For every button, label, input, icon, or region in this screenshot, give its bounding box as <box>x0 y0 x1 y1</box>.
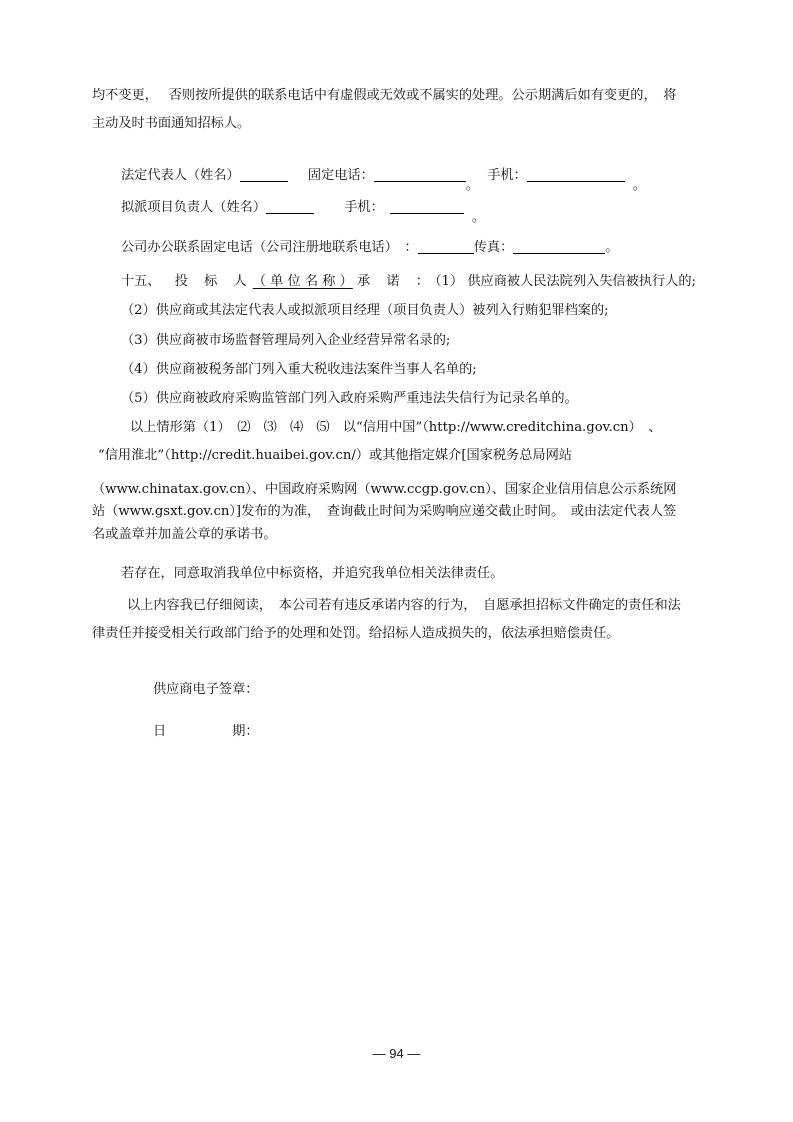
paragraph-line: 均不变更， 否则按所提供的联系电话中有虚假或无效或不属实的处理。公示期满后如有变更的， 将 <box>92 88 677 103</box>
promise-label: 承 诺 ： <box>357 274 435 289</box>
office-phone-label: 公司办公联系固定电话（公司注册地联系电话） ： <box>121 240 418 255</box>
office-phone-row <box>121 238 618 258</box>
commitment-item: （1） 供应商被人民法院列入失信被执行人的; <box>434 274 696 289</box>
commitment-item: （4）供应商被税务部门列入重大税收违法案件当事人名单的; <box>121 362 477 377</box>
legal-rep-row <box>121 166 646 196</box>
situations-line: 名或盖章并加盖公章的承诺书。 <box>92 527 277 542</box>
period: 。 <box>465 178 480 193</box>
period: 。 <box>632 178 646 193</box>
date-label-row <box>153 722 259 742</box>
unit-name-label: （ 单 位 名 称 ） <box>252 274 353 289</box>
commitment-item: （5）供应商被政府采购监管部门列入政府采购严重违法失信行为记录名单的。 <box>121 391 578 406</box>
supplier-seal-label: 供应商电子签章： <box>153 682 259 697</box>
mobile-label: 手机： <box>487 168 527 183</box>
date-label: 期： <box>232 724 259 739</box>
period: 。 <box>605 240 619 255</box>
situations-line: （www.chinatax.gov.cn）、中国政府采购网（www.ccgp.gov.cn）、国家企业信用信息公示系统网 <box>92 482 677 497</box>
project-leader-name-field[interactable] <box>266 199 314 214</box>
commitment-item: （2）供应商或其法定代表人或拟派项目经理（项目负责人）被列入行贿犯罪档案的; <box>121 303 609 318</box>
office-phone-field[interactable] <box>418 239 474 254</box>
commitment-item: （3）供应商被市场监督管理局列入企业经营异常名录的; <box>121 333 451 348</box>
section-number: 十五、 <box>121 274 161 289</box>
if-exists-paragraph: 若存在，同意取消我单位中标资格，并追究我单位相关法律责任。 <box>121 566 504 581</box>
project-leader-row <box>121 198 485 228</box>
fixed-phone-label: 固定电话： <box>307 168 374 183</box>
situations-line: 以上情形第（1） ⑵ ⑶ ⑷ ⑸ 以“信用中国”（http://www.creditchina.gov.cn） 、 <box>130 420 662 435</box>
date-label: 日 <box>153 724 167 739</box>
commitment-heading <box>121 272 696 292</box>
period: 。 <box>471 210 486 225</box>
fixed-phone-field[interactable] <box>374 167 466 182</box>
paragraph-line: 主动及时书面通知招标人。 <box>92 116 251 131</box>
situations-line: 站（www.gsxt.gov.cn）]发布的为准， 查询截止时间为采购响应递交截止时间。 或由法定代表人签 <box>92 504 677 519</box>
fax-field[interactable] <box>513 239 605 254</box>
legal-rep-label: 法定代表人（姓名） <box>121 168 240 183</box>
legal-rep-name-field[interactable] <box>240 167 288 182</box>
project-leader-mobile-field[interactable] <box>390 199 464 214</box>
project-leader-label: 拟派项目负责人（姓名） <box>121 200 267 215</box>
situations-line: “信用淮北”（http://credit.huaibei.gov.cn/）或其他指定媒介[国家税务总局网站 <box>98 448 572 463</box>
read-paragraph-line: 律责任并接受相关行政部门给予的处理和处罚。给招标人造成损失的，依法承担赔偿责任。 <box>92 626 620 641</box>
bidder-label: 投 标 人 <box>174 274 253 289</box>
mobile-label: 手机： <box>344 200 384 215</box>
mobile-field[interactable] <box>527 167 625 182</box>
page-number: — 94 — <box>372 1046 421 1061</box>
fax-label: 传真： <box>473 240 514 255</box>
read-paragraph-line: 以上内容我已仔细阅读， 本公司若有违反承诺内容的行为， 自愿承担招标文件确定的责任和法 <box>127 598 681 613</box>
